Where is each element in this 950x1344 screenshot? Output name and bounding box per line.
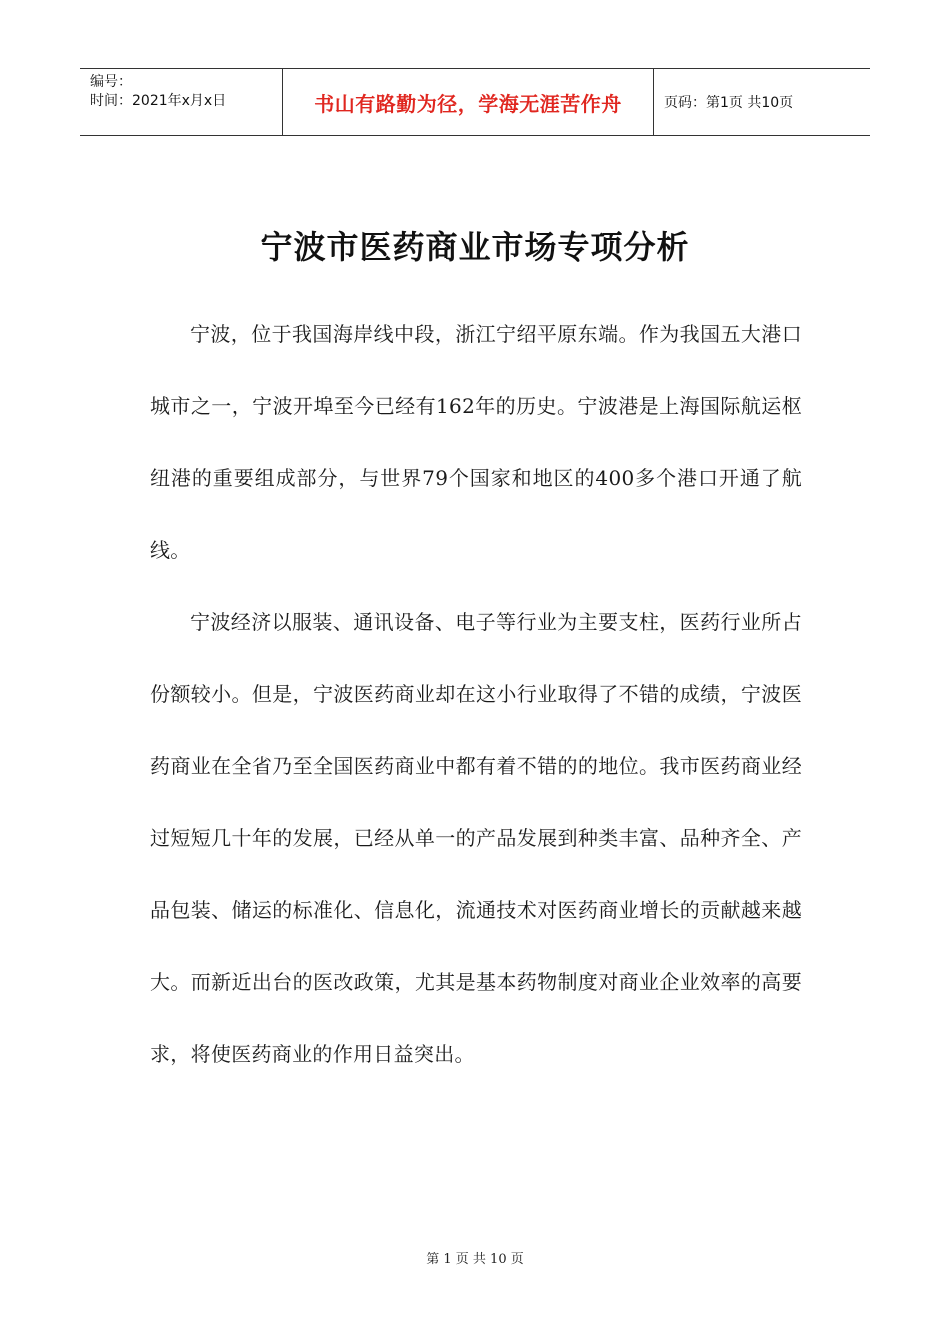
document-title: 宁波市医药商业市场专项分析 xyxy=(260,228,690,266)
number-label: 编号： xyxy=(90,74,132,90)
motto-text: 书山有路勤为径，学海无涯苦作舟 xyxy=(314,91,622,116)
document-header xyxy=(80,68,870,136)
document-body xyxy=(150,298,802,1090)
page-info: 页码：第1页 共10页 xyxy=(664,95,794,111)
header-page-cell xyxy=(654,69,870,135)
paragraph: 宁波，位于我国海岸线中段，浙江宁绍平原东端。作为我国五大港口城市之一，宁波开埠至今已经有162年的历史。宁波港是上海国际航运枢纽港的重要组成部分，与世界79个国家和地区的400多个港口开通了航线。 xyxy=(150,322,802,562)
paragraph: 宁波经济以服装、通讯设备、电子等行业为主要支柱，医药行业所占份额较小。但是，宁波医药商业却在这小行业取得了不错的成绩，宁波医药商业在全省乃至全国医药商业中都有着不错的的地位。我市医药商业经过短短几十年的发展，已经从单一的产品发展到种类丰富、品种齐全、产品包装、储运的标准化、信息化，流通技术对医药商业增长的贡献越来越大。而新近出台的医改政策，尤其是基本药物制度对商业企业效率的高要求，将使医药商业的作用日益突出。 xyxy=(150,610,802,1066)
header-meta xyxy=(80,69,282,135)
header-motto-cell xyxy=(282,69,654,135)
page-footer: 第 1 页 共 10 页 xyxy=(426,1252,524,1267)
date-label: 时间：2021年x月x日 xyxy=(90,93,227,109)
